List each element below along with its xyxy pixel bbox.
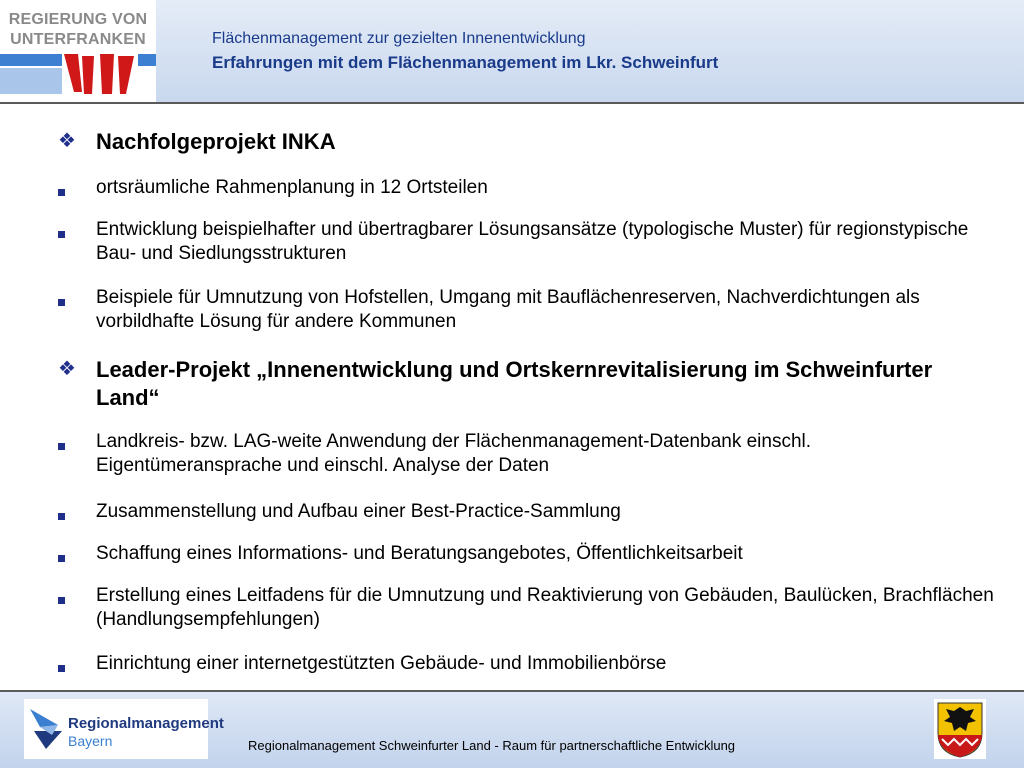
header-title: Erfahrungen mit dem Flächenmanagement im Lkr. Schweinfurt xyxy=(212,53,719,72)
logo-light-band xyxy=(0,68,62,94)
regionalmanagement-arrow-icon xyxy=(28,705,68,753)
slide-footer xyxy=(0,690,1024,768)
regierung-unterfranken-logo xyxy=(0,0,156,102)
list-item-text: Landkreis- bzw. LAG-weite Anwendung der Flächenmanagement-Datenbank einschl. Eigentümeransprache und einschl. Analyse der Daten xyxy=(96,431,812,476)
regionalmanagement-logo-line-2: Bayern xyxy=(68,733,113,749)
square-bullet-icon xyxy=(58,225,65,243)
list-item-text: ortsräumliche Rahmenplanung in 12 Ortsteilen xyxy=(96,177,488,198)
list-item-text: Nachfolgeprojekt INKA xyxy=(96,129,336,154)
header-subtitle: Flächenmanagement zur gezielten Innenentwicklung xyxy=(212,30,586,47)
logo-blue-band-left xyxy=(0,54,62,66)
square-bullet-icon xyxy=(58,437,65,455)
diamond-bullet-icon: ❖ xyxy=(58,358,76,380)
logo-w-mark-icon xyxy=(62,52,138,98)
square-bullet-icon xyxy=(58,183,65,201)
regionalmanagement-bayern-logo xyxy=(24,699,224,759)
footer-text: Regionalmanagement Schweinfurter Land - Raum für partnerschaftliche Entwicklung xyxy=(248,738,736,753)
diamond-bullet-icon: ❖ xyxy=(58,130,76,152)
square-bullet-icon xyxy=(58,507,65,525)
list-item-text: Zusammenstellung und Aufbau einer Best-Practice-Sammlung xyxy=(96,501,621,522)
list-item-text: Entwicklung beispielhafter und übertragbarer Lösungsansätze (typologische Muster) für regionstypische Bau- und Siedlungsstrukturen xyxy=(96,219,969,264)
regionalmanagement-logo-line-1: Regionalmanagement xyxy=(68,715,224,732)
square-bullet-icon xyxy=(58,293,65,311)
logo-line-1: REGIERUNG VON xyxy=(8,11,148,28)
list-item-text: Beispiele für Umnutzung von Hofstellen, Umgang mit Bauflächenreserven, Nachverdichtungen als vorbildhafte Lösung für andere Kommunen xyxy=(96,287,920,332)
logo-blue-band-right xyxy=(138,54,156,66)
list-item-text: Erstellung eines Leitfadens für die Umnutzung und Reaktivierung von Gebäuden, Baulücken, Brachflächen (Handlungsempfehlungen) xyxy=(96,585,994,630)
list-item-text: Leader-Projekt „Innenentwicklung und Ortskernrevitalisierung im Schweinfurter Land“ xyxy=(96,357,933,410)
slide-header xyxy=(0,0,1024,104)
square-bullet-icon xyxy=(58,659,65,677)
logo-text xyxy=(0,10,156,50)
list-item-text: Einrichtung einer internetgestützten Gebäude- und Immobilienbörse xyxy=(96,653,667,674)
square-bullet-icon xyxy=(58,591,65,609)
square-bullet-icon xyxy=(58,549,65,567)
logo-line-2: UNTERFRANKEN xyxy=(10,31,146,48)
coat-of-arms-icon xyxy=(934,699,986,759)
list-item-text: Schaffung eines Informations- und Beratungsangebotes, Öffentlichkeitsarbeit xyxy=(96,543,743,564)
